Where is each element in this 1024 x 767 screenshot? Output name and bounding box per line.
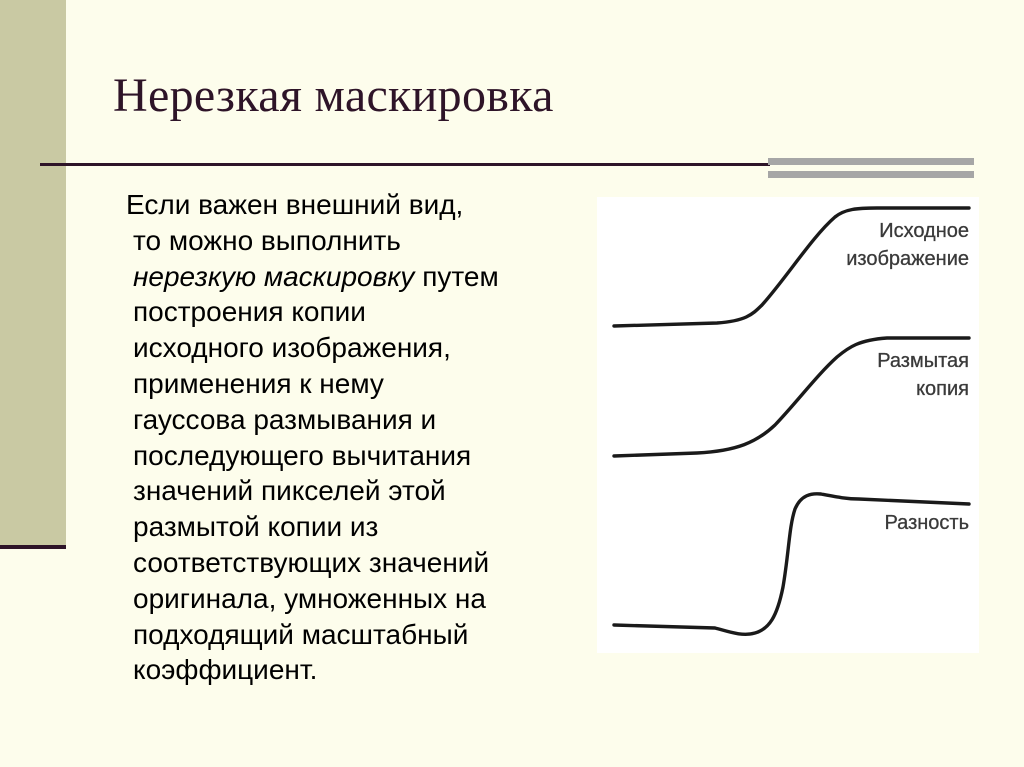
body-line: исходного изображения, [133,332,451,364]
unsharp-mask-figure [597,197,979,653]
title-divider-accent-top [768,158,974,165]
body-line: Если важен внешний вид, [126,189,464,220]
blurred-copy-label-line1: Размытая [877,350,969,372]
title-divider-accent-bottom [768,171,974,178]
body-line: оригинала, умноженных на [133,582,486,614]
body-line: применения к нему [133,367,384,399]
slide-body-text [126,187,573,688]
original-image-label [846,217,969,273]
blurred-copy-label-line2: копия [916,378,969,400]
difference-label [885,509,970,537]
body-line: соответствующих значений [133,546,490,578]
body-line: гауссова размывания и [133,403,437,435]
original-image-label-line1: Исходное [879,220,969,242]
body-line: коэффициент. [133,654,318,686]
body-line: построения копии [133,296,366,328]
body-line: то можно выполнить [133,224,401,256]
slide-title: Нерезкая маскировка [113,69,554,122]
side-accent-line [0,545,66,549]
original-image-label-line2: изображение [846,248,969,270]
body-line: подходящий масштабный [133,618,469,650]
body-line [133,259,573,295]
blurred-copy-label [877,347,969,403]
italic-term: нерезкую маскировку [133,260,415,292]
body-line-rest: путем [414,260,499,292]
body-line: значений пикселей этой [133,475,446,507]
difference-label-line1: Разность [884,512,969,534]
side-accent-bar [0,0,66,545]
body-line: размытой копии из [133,511,379,543]
body-line: последующего вычитания [133,439,472,471]
title-divider [40,163,770,166]
